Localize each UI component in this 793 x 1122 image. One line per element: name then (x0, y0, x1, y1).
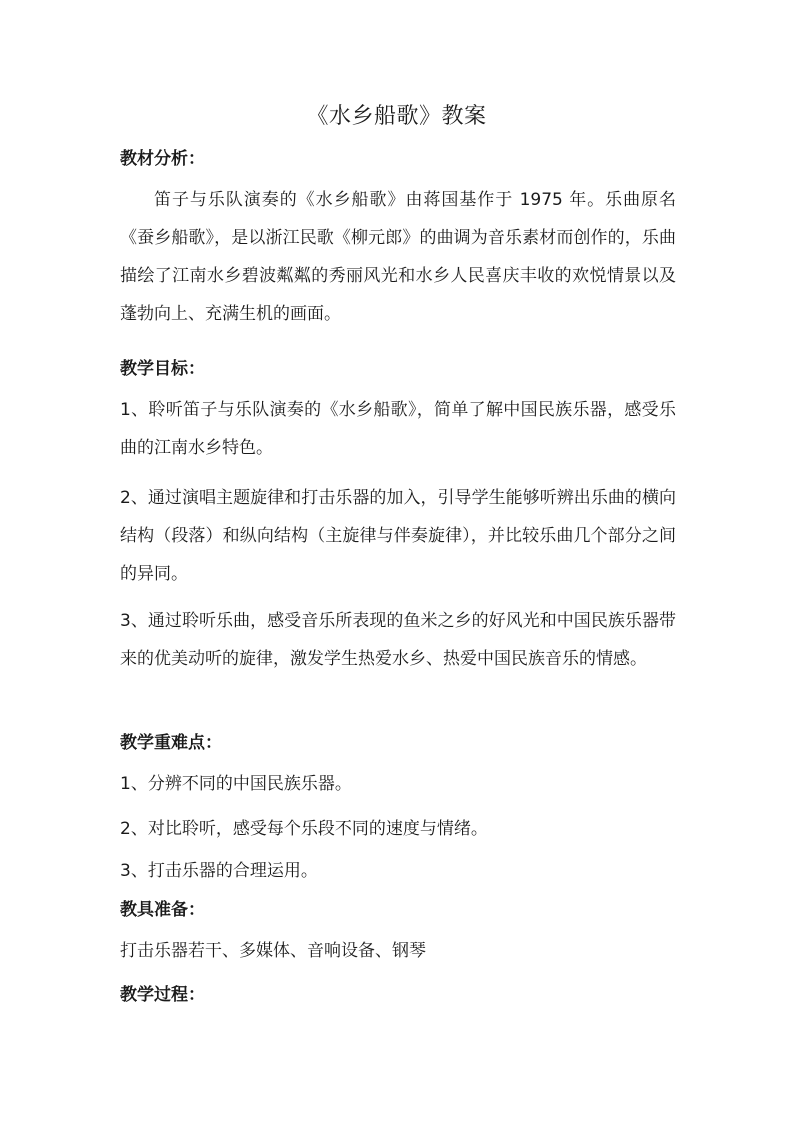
heading-materials: 教具准备： (120, 900, 205, 920)
goal-item-1: 1、聆听笛子与乐队演奏的《水乡船歌》，简单了解中国民族乐器，感受乐曲的江南水乡特色。 (120, 400, 676, 458)
analysis-paragraph: 笛子与乐队演奏的《水乡船歌》由蒋国基作于 1975 年。乐曲原名《蚕乡船歌》，是以浙江民歌《柳元郎》的曲调为音乐素材而创作的，乐曲描绘了江南水乡碧波粼粼的秀丽风光和水乡人民喜庆丰收的欢悦情景以及蓬勃向上、充满生机的画面。 (120, 190, 676, 324)
difficulty-item-2: 2、对比聆听，感受每个乐段不同的速度与情绪。 (120, 819, 488, 839)
heading-process: 教学过程： (120, 985, 205, 1005)
difficulty-item-1: 1、分辨不同的中国民族乐器。 (120, 774, 352, 794)
goal-item-2: 2、通过演唱主题旋律和打击乐器的加入，引导学生能够听辨出乐曲的横向结构（段落）和纵向结构（主旋律与伴奏旋律），并比较乐曲几个部分之间的异同。 (120, 488, 676, 584)
materials-text: 打击乐器若干、多媒体、音响设备、钢琴 (120, 941, 426, 961)
heading-analysis: 教材分析： (120, 149, 205, 169)
heading-goals: 教学目标： (120, 359, 205, 379)
document-title: 《水乡船歌》教案 (306, 104, 487, 129)
goal-item-3: 3、通过聆听乐曲，感受音乐所表现的鱼米之乡的好风光和中国民族乐器带来的优美动听的旋律，激发学生热爱水乡、热爱中国民族音乐的情感。 (120, 611, 676, 669)
difficulty-item-3: 3、打击乐器的合理运用。 (120, 861, 318, 881)
heading-difficulties: 教学重难点： (120, 733, 222, 753)
